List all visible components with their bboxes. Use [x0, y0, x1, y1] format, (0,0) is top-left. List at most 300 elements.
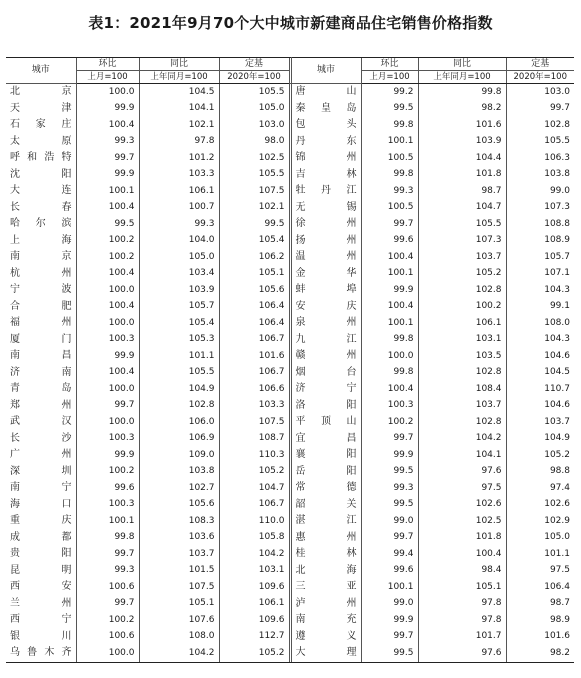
city-name-right: 泉州 [295, 317, 357, 329]
base-value-right: 108.0 [506, 315, 574, 332]
base-value-right: 105.5 [506, 134, 574, 151]
city-name-right: 吉林 [295, 168, 357, 180]
yoy-value-left: 103.9 [139, 282, 219, 299]
base-value-left: 110.3 [219, 447, 289, 464]
mom-value-right: 99.3 [361, 183, 418, 200]
city-name-right: 泸州 [295, 597, 357, 609]
mom-value-left: 100.2 [76, 464, 139, 481]
base-value-right: 102.6 [506, 497, 574, 514]
table-row [6, 480, 574, 497]
yoy-value-right: 101.8 [418, 530, 506, 547]
city-name-left: 合肥 [10, 300, 72, 312]
mom-value-left: 100.4 [76, 365, 139, 382]
mom-value-left: 100.2 [76, 249, 139, 266]
city-name-right: 遵义 [295, 630, 357, 642]
city-name-left: 福州 [10, 317, 72, 329]
table-row [6, 315, 574, 332]
yoy-value-left: 107.6 [139, 612, 219, 629]
yoy-value-left: 105.6 [139, 497, 219, 514]
mom-value-left: 99.7 [76, 150, 139, 167]
mom-value-right: 99.7 [361, 216, 418, 233]
yoy-value-right: 103.7 [418, 249, 506, 266]
table-body [6, 84, 574, 663]
base-value-right: 99.0 [506, 183, 574, 200]
mom-value-left: 100.0 [76, 315, 139, 332]
base-value-right: 97.4 [506, 480, 574, 497]
city-name-left: 重庆 [10, 515, 72, 527]
base-value-right: 104.6 [506, 348, 574, 365]
mom-value-left: 99.7 [76, 546, 139, 563]
table-row [6, 612, 574, 629]
yoy-value-left: 108.0 [139, 629, 219, 646]
base-value-left: 107.5 [219, 414, 289, 431]
yoy-header-left: 同比 [139, 58, 219, 71]
yoy-value-left: 105.0 [139, 249, 219, 266]
mom-value-right: 99.7 [361, 629, 418, 646]
city-name-left: 杭州 [10, 267, 72, 279]
table-row [6, 398, 574, 415]
city-name-right: 烟台 [295, 366, 357, 378]
base-value-left: 112.7 [219, 629, 289, 646]
yoy-value-left: 105.4 [139, 315, 219, 332]
base-value-left: 105.2 [219, 645, 289, 662]
mom-value-right: 100.2 [361, 414, 418, 431]
mom-value-left: 100.4 [76, 200, 139, 217]
mom-value-right: 100.1 [361, 266, 418, 283]
city-name-left: 南宁 [10, 482, 72, 494]
city-name-right: 平顶山 [295, 416, 357, 428]
yoy-value-right: 105.5 [418, 216, 506, 233]
yoy-value-left: 104.5 [139, 84, 219, 101]
yoy-value-left: 101.1 [139, 348, 219, 365]
yoy-value-left: 101.5 [139, 563, 219, 580]
base-value-left: 107.5 [219, 183, 289, 200]
mom-value-right: 99.8 [361, 167, 418, 184]
yoy-subheader-left: 上年同月=100 [139, 71, 219, 84]
base-value-left: 101.6 [219, 348, 289, 365]
table-row [6, 84, 574, 101]
mom-value-left: 100.6 [76, 629, 139, 646]
city-name-right: 温州 [295, 251, 357, 263]
yoy-value-right: 105.1 [418, 579, 506, 596]
city-name-left: 乌鲁木齐 [6, 645, 76, 662]
base-value-left: 106.2 [219, 249, 289, 266]
base-value-right: 105.2 [506, 447, 574, 464]
mom-value-right: 99.6 [361, 563, 418, 580]
city-name-left: 南昌 [10, 350, 72, 362]
yoy-value-left: 105.5 [139, 365, 219, 382]
mom-value-right: 100.5 [361, 200, 418, 217]
base-value-right: 107.1 [506, 266, 574, 283]
yoy-value-left: 104.0 [139, 233, 219, 250]
base-value-left: 104.2 [219, 546, 289, 563]
base-value-right: 102.9 [506, 513, 574, 530]
yoy-value-right: 104.1 [418, 447, 506, 464]
base-value-left: 102.1 [219, 200, 289, 217]
base-value-right: 105.0 [506, 530, 574, 547]
base-value-right: 98.9 [506, 612, 574, 629]
city-name-left: 海口 [10, 498, 72, 510]
base-value-right: 97.5 [506, 563, 574, 580]
base-value-left: 105.2 [219, 464, 289, 481]
yoy-value-right: 99.8 [418, 84, 506, 101]
yoy-value-left: 101.2 [139, 150, 219, 167]
mom-value-left: 99.7 [76, 398, 139, 415]
city-name-left: 西安 [10, 581, 72, 593]
mom-value-right: 99.8 [361, 365, 418, 382]
city-name-right: 牡丹江 [295, 185, 357, 197]
mom-value-right: 99.5 [361, 464, 418, 481]
yoy-value-right: 97.6 [418, 464, 506, 481]
mom-value-left: 99.3 [76, 134, 139, 151]
base-value-right: 101.6 [506, 629, 574, 646]
mom-value-right: 99.2 [361, 84, 418, 101]
table-row [6, 414, 574, 431]
yoy-value-left: 106.0 [139, 414, 219, 431]
city-name-right: 洛阳 [295, 399, 357, 411]
yoy-value-right: 103.9 [418, 134, 506, 151]
city-name-left: 哈尔滨 [10, 218, 72, 230]
yoy-subheader-right: 上年同月=100 [418, 71, 506, 84]
city-name-left: 广州 [10, 449, 72, 461]
table-row [6, 497, 574, 514]
base-value-right: 108.9 [506, 233, 574, 250]
table-title: 表1：2021年9月70个大中城市新建商品住宅销售价格指数 [88, 14, 493, 32]
base-value-left: 106.7 [219, 497, 289, 514]
yoy-value-right: 105.2 [418, 266, 506, 283]
table-row [6, 200, 574, 217]
mom-value-left: 100.0 [76, 414, 139, 431]
city-name-left: 西宁 [10, 614, 72, 626]
base-value-left: 103.3 [219, 398, 289, 415]
base-value-left: 105.5 [219, 167, 289, 184]
city-name-right: 北海 [295, 564, 357, 576]
table-row [6, 530, 574, 547]
city-name-left: 贵阳 [10, 548, 72, 560]
yoy-value-left: 102.8 [139, 398, 219, 415]
base-value-left: 105.5 [219, 84, 289, 101]
mom-value-right: 99.7 [361, 530, 418, 547]
base-value-left: 110.0 [219, 513, 289, 530]
base-subheader-left: 2020年=100 [219, 71, 289, 84]
city-name-left: 银川 [10, 630, 72, 642]
yoy-value-right: 103.5 [418, 348, 506, 365]
yoy-value-left: 106.9 [139, 431, 219, 448]
base-value-right: 107.3 [506, 200, 574, 217]
mom-value-right: 99.7 [361, 431, 418, 448]
mom-value-left: 100.3 [76, 497, 139, 514]
yoy-value-right: 101.8 [418, 167, 506, 184]
yoy-value-right: 103.7 [418, 398, 506, 415]
mom-value-right: 99.9 [361, 447, 418, 464]
mom-value-left: 100.0 [76, 381, 139, 398]
city-name-left: 上海 [10, 234, 72, 246]
mom-value-left: 99.9 [76, 101, 139, 118]
table-row [6, 447, 574, 464]
base-value-left: 103.0 [219, 117, 289, 134]
city-name-right: 赣州 [295, 350, 357, 362]
mom-header-right: 环比 [361, 58, 418, 71]
mom-value-right: 100.1 [361, 579, 418, 596]
yoy-value-right: 98.2 [418, 101, 506, 118]
mom-value-left: 99.3 [76, 563, 139, 580]
mom-value-right: 99.4 [361, 546, 418, 563]
yoy-value-left: 104.2 [139, 645, 219, 662]
yoy-value-right: 97.8 [418, 596, 506, 613]
city-name-left: 郑州 [10, 399, 72, 411]
base-value-right: 98.7 [506, 596, 574, 613]
base-value-right: 104.3 [506, 332, 574, 349]
base-value-left: 109.6 [219, 579, 289, 596]
table-row [6, 596, 574, 613]
mom-value-left: 99.7 [76, 596, 139, 613]
city-name-right: 金华 [295, 267, 357, 279]
city-name-right: 三亚 [295, 581, 357, 593]
mom-value-left: 100.4 [76, 117, 139, 134]
base-value-left: 105.0 [219, 101, 289, 118]
base-header-right: 定基 [506, 58, 574, 71]
city-header-left: 城市 [6, 58, 76, 84]
mom-value-left: 99.6 [76, 480, 139, 497]
base-value-right: 99.7 [506, 101, 574, 118]
base-value-right: 104.6 [506, 398, 574, 415]
base-value-left: 102.5 [219, 150, 289, 167]
mom-value-right: 100.3 [361, 398, 418, 415]
yoy-value-right: 107.3 [418, 233, 506, 250]
city-name-right: 唐山 [295, 86, 357, 98]
city-name-left: 石家庄 [10, 119, 72, 131]
yoy-value-right: 106.1 [418, 315, 506, 332]
table-row [6, 579, 574, 596]
base-value-right: 108.8 [506, 216, 574, 233]
base-value-left: 98.0 [219, 134, 289, 151]
yoy-value-right: 104.4 [418, 150, 506, 167]
mom-value-left: 100.2 [76, 612, 139, 629]
yoy-value-right: 102.6 [418, 497, 506, 514]
yoy-value-right: 101.6 [418, 117, 506, 134]
yoy-value-right: 98.4 [418, 563, 506, 580]
base-value-left: 105.4 [219, 233, 289, 250]
table-row [6, 134, 574, 151]
yoy-value-right: 100.2 [418, 299, 506, 316]
table-row [6, 513, 574, 530]
table-row [6, 563, 574, 580]
mom-value-left: 100.2 [76, 233, 139, 250]
mom-value-left: 99.9 [76, 167, 139, 184]
yoy-value-right: 97.6 [418, 645, 506, 662]
yoy-value-left: 103.3 [139, 167, 219, 184]
table-row [6, 332, 574, 349]
yoy-value-right: 103.1 [418, 332, 506, 349]
table-row [6, 266, 574, 283]
mom-value-right: 99.0 [361, 596, 418, 613]
base-value-right: 104.9 [506, 431, 574, 448]
table-row [6, 381, 574, 398]
base-value-right: 103.7 [506, 414, 574, 431]
city-name-left: 大连 [10, 185, 72, 197]
city-name-left: 太原 [10, 135, 72, 147]
yoy-value-left: 97.8 [139, 134, 219, 151]
price-index-table [6, 57, 574, 663]
city-name-right: 秦皇岛 [295, 102, 357, 114]
yoy-value-right: 102.8 [418, 282, 506, 299]
mom-value-right: 100.1 [361, 134, 418, 151]
city-name-right: 南充 [295, 614, 357, 626]
base-subheader-right: 2020年=100 [506, 71, 574, 84]
table-row [6, 101, 574, 118]
mom-value-left: 100.6 [76, 579, 139, 596]
yoy-value-right: 102.8 [418, 414, 506, 431]
base-value-left: 106.7 [219, 365, 289, 382]
city-header-right: 城市 [291, 58, 361, 84]
table-row [6, 546, 574, 563]
yoy-value-right: 104.2 [418, 431, 506, 448]
mom-value-left: 100.0 [76, 84, 139, 101]
base-value-right: 98.8 [506, 464, 574, 481]
table-row [6, 167, 574, 184]
city-name-right: 丹东 [295, 135, 357, 147]
yoy-value-right: 108.4 [418, 381, 506, 398]
base-value-right: 105.7 [506, 249, 574, 266]
mom-value-right: 100.4 [361, 381, 418, 398]
mom-value-right: 99.3 [361, 480, 418, 497]
base-value-right: 106.4 [506, 579, 574, 596]
mom-value-right: 99.5 [361, 645, 418, 662]
city-name-left: 深圳 [10, 465, 72, 477]
city-name-right: 扬州 [295, 234, 357, 246]
yoy-value-right: 97.5 [418, 480, 506, 497]
base-value-right: 102.8 [506, 117, 574, 134]
mom-value-left: 100.4 [76, 266, 139, 283]
city-name-right: 韶关 [295, 498, 357, 510]
city-name-right: 安庆 [295, 300, 357, 312]
yoy-value-left: 103.6 [139, 530, 219, 547]
city-name-right: 常德 [295, 482, 357, 494]
base-value-right: 104.5 [506, 365, 574, 382]
city-name-left: 沈阳 [10, 168, 72, 180]
yoy-value-left: 99.3 [139, 216, 219, 233]
base-value-left: 105.6 [219, 282, 289, 299]
city-name-left: 济南 [10, 366, 72, 378]
base-value-left: 106.7 [219, 332, 289, 349]
base-value-left: 99.5 [219, 216, 289, 233]
mom-value-left: 100.3 [76, 431, 139, 448]
mom-value-left: 99.8 [76, 530, 139, 547]
mom-value-right: 99.9 [361, 282, 418, 299]
city-name-right: 襄阳 [295, 449, 357, 461]
yoy-value-left: 106.1 [139, 183, 219, 200]
base-value-left: 106.4 [219, 299, 289, 316]
mom-value-right: 100.4 [361, 299, 418, 316]
yoy-value-right: 98.7 [418, 183, 506, 200]
mom-value-left: 100.1 [76, 513, 139, 530]
yoy-value-left: 104.9 [139, 381, 219, 398]
table-row [6, 365, 574, 382]
base-value-left: 106.1 [219, 596, 289, 613]
mom-value-right: 99.9 [361, 612, 418, 629]
yoy-value-right: 101.7 [418, 629, 506, 646]
mom-value-left: 99.5 [76, 216, 139, 233]
base-value-right: 98.2 [506, 645, 574, 662]
city-name-left: 南京 [10, 251, 72, 263]
city-name-right: 无锡 [295, 201, 357, 213]
city-name-left: 北京 [10, 86, 72, 98]
yoy-header-right: 同比 [418, 58, 506, 71]
city-name-right: 湛江 [295, 515, 357, 527]
yoy-value-left: 108.3 [139, 513, 219, 530]
base-value-left: 105.1 [219, 266, 289, 283]
city-name-left: 武汉 [10, 416, 72, 428]
table-row [6, 233, 574, 250]
mom-subheader-left: 上月=100 [76, 71, 139, 84]
base-value-right: 103.8 [506, 167, 574, 184]
mom-value-right: 99.5 [361, 497, 418, 514]
table-row [6, 431, 574, 448]
base-value-left: 105.8 [219, 530, 289, 547]
yoy-value-left: 105.3 [139, 332, 219, 349]
table-header [6, 58, 574, 84]
base-header-left: 定基 [219, 58, 289, 71]
mom-value-left: 99.9 [76, 348, 139, 365]
city-name-right: 大理 [291, 645, 361, 662]
city-name-right: 徐州 [295, 218, 357, 230]
table-row [6, 629, 574, 646]
mom-value-right: 99.6 [361, 233, 418, 250]
yoy-value-left: 105.7 [139, 299, 219, 316]
mom-value-right: 99.0 [361, 513, 418, 530]
mom-header-left: 环比 [76, 58, 139, 71]
mom-value-left: 100.3 [76, 332, 139, 349]
table-row [6, 183, 574, 200]
city-name-right: 岳阳 [295, 465, 357, 477]
mom-value-left: 100.4 [76, 299, 139, 316]
city-name-left: 厦门 [10, 333, 72, 345]
city-name-right: 惠州 [295, 531, 357, 543]
mom-value-right: 99.8 [361, 332, 418, 349]
yoy-value-right: 104.7 [418, 200, 506, 217]
city-name-left: 青岛 [10, 383, 72, 395]
city-name-right: 蚌埠 [295, 284, 357, 296]
base-value-right: 106.3 [506, 150, 574, 167]
base-value-right: 110.7 [506, 381, 574, 398]
base-value-right: 99.1 [506, 299, 574, 316]
yoy-value-left: 103.8 [139, 464, 219, 481]
table-row [6, 117, 574, 134]
table-row [6, 282, 574, 299]
mom-value-right: 100.0 [361, 348, 418, 365]
mom-value-left: 100.0 [76, 645, 139, 662]
table-row [6, 464, 574, 481]
yoy-value-left: 100.7 [139, 200, 219, 217]
yoy-value-right: 100.4 [418, 546, 506, 563]
city-name-right: 宜昌 [295, 432, 357, 444]
city-name-left: 长沙 [10, 432, 72, 444]
base-value-right: 104.3 [506, 282, 574, 299]
base-value-left: 108.7 [219, 431, 289, 448]
city-name-left: 昆明 [10, 564, 72, 576]
mom-value-right: 100.5 [361, 150, 418, 167]
mom-value-right: 100.4 [361, 249, 418, 266]
yoy-value-left: 109.0 [139, 447, 219, 464]
yoy-value-left: 103.7 [139, 546, 219, 563]
yoy-value-left: 102.7 [139, 480, 219, 497]
city-name-left: 宁波 [10, 284, 72, 296]
base-value-left: 109.6 [219, 612, 289, 629]
yoy-value-left: 103.4 [139, 266, 219, 283]
city-name-left: 成都 [10, 531, 72, 543]
base-value-left: 106.6 [219, 381, 289, 398]
mom-value-right: 100.1 [361, 315, 418, 332]
